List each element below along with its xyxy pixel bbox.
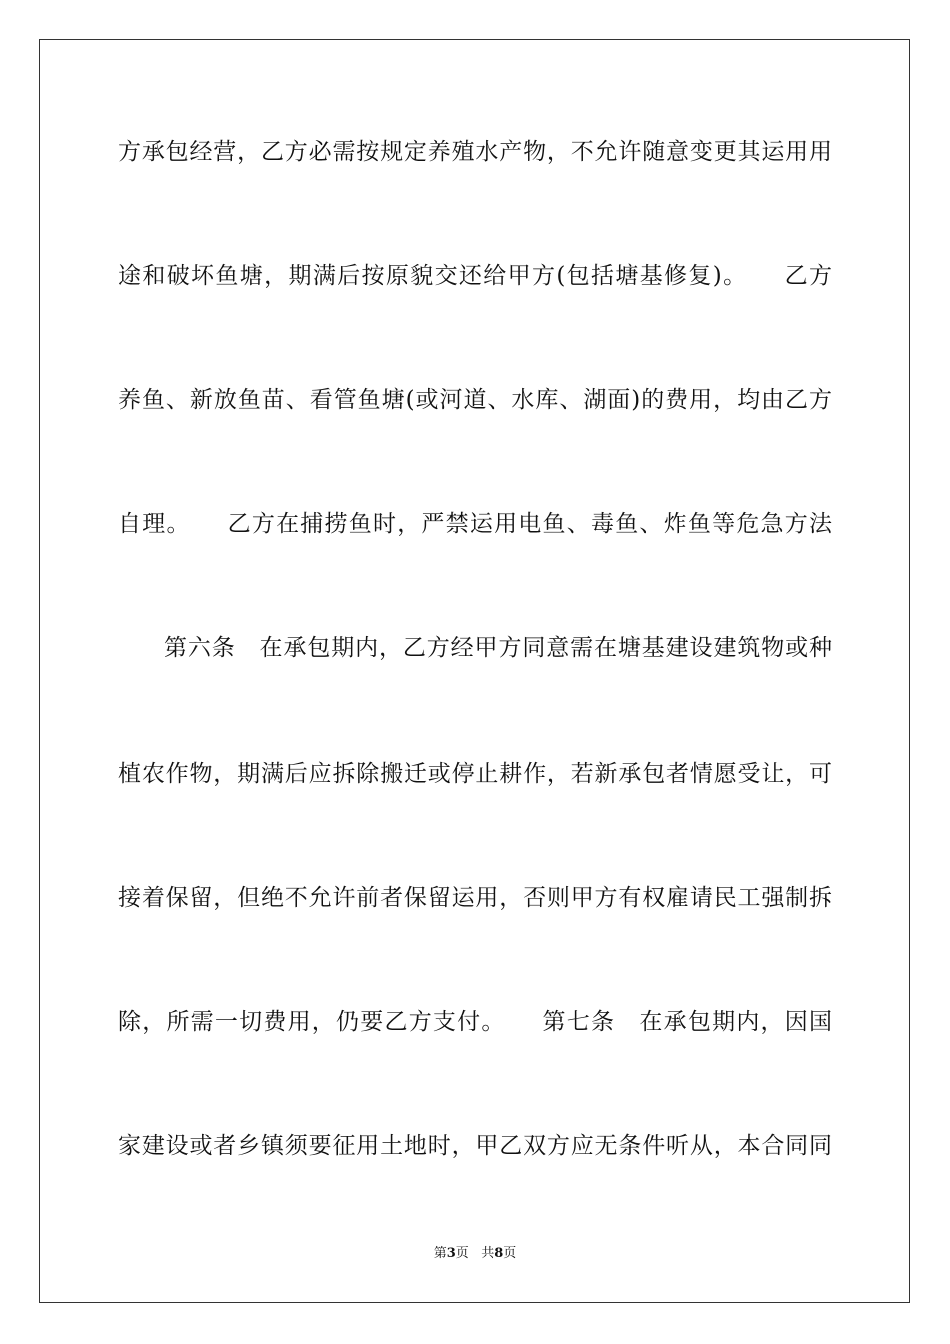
page-suffix: 页 — [455, 1246, 469, 1261]
total-prefix: 共 — [481, 1246, 495, 1261]
total-suffix: 页 — [503, 1246, 517, 1261]
total-pages: 8 — [494, 1246, 504, 1261]
body-line-5: 第六条 在承包期内，乙方经甲方同意需在塘基建设建筑物或种 — [164, 635, 832, 661]
body-line-7: 接着保留，但绝不允许前者保留运用，否则甲方有权雇请民工强制拆 — [118, 885, 832, 911]
body-line-9: 家建设或者乡镇须要征用土地时，甲乙双方应无条件听从，本合同同 — [118, 1133, 832, 1159]
body-line-4: 自理。 乙方在捕捞鱼时，严禁运用电鱼、毒鱼、炸鱼等危急方法 — [118, 511, 832, 537]
page-border — [39, 39, 910, 1303]
page-number: 3 — [446, 1246, 456, 1261]
body-line-1: 方承包经营，乙方必需按规定养殖水产物，不允许随意变更其运用用 — [118, 139, 832, 165]
body-line-2: 途和破坏鱼塘，期满后按原貌交还给甲方(包括塘基修复)。 乙方 — [118, 263, 832, 289]
page-prefix: 第 — [433, 1246, 447, 1261]
page-footer — [0, 1245, 950, 1263]
body-line-3: 养鱼、新放鱼苗、看管鱼塘(或河道、水库、湖面)的费用，均由乙方 — [118, 387, 832, 413]
body-line-6: 植农作物，期满后应拆除搬迁或停止耕作，若新承包者情愿受让，可 — [118, 761, 832, 787]
body-line-8: 除，所需一切费用，仍要乙方支付。 第七条 在承包期内，因国 — [118, 1009, 832, 1035]
